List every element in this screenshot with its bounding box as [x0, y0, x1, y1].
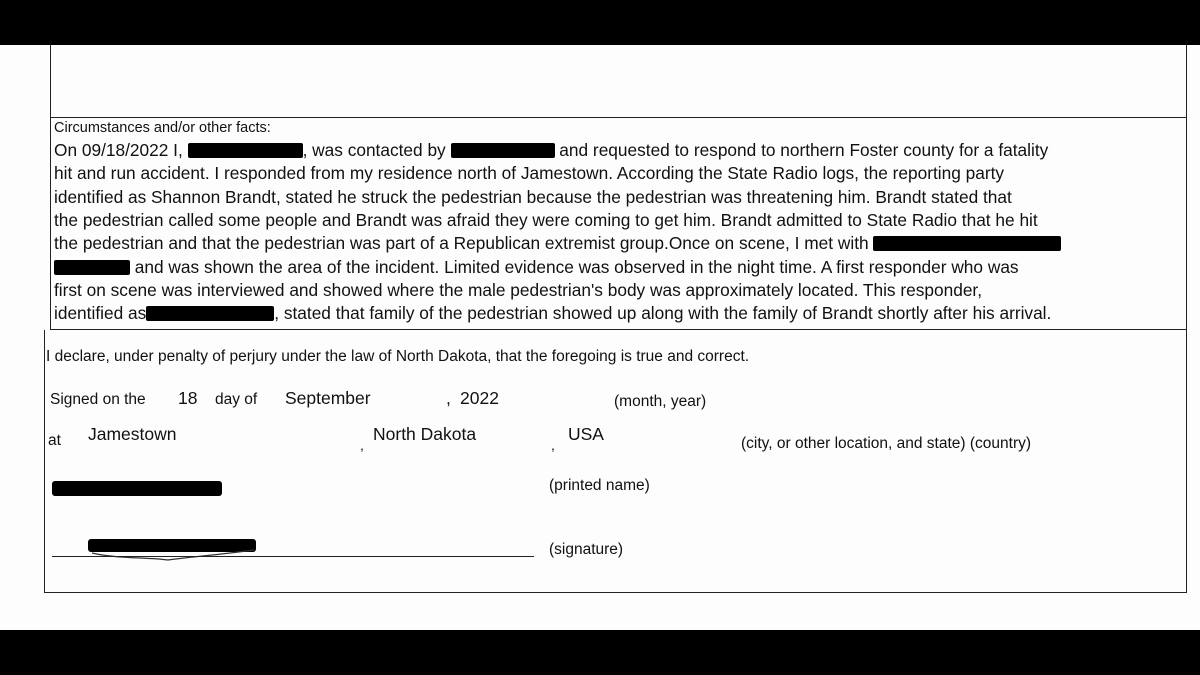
printed-name-label: (printed name): [549, 477, 650, 494]
signed-on-label: Signed on the: [50, 391, 146, 408]
facts-line-7: first on scene was interviewed and showed where the male pedestrian's body was approximately located. This responder,: [54, 280, 983, 300]
day-of-label: day of: [215, 391, 258, 408]
facts-heading: Circumstances and/or other facts:: [54, 120, 271, 136]
signature-line: [52, 556, 534, 557]
location-hint: (city, or other location, and state) (country): [741, 435, 1032, 452]
facts-line-4: the pedestrian called some people and Brandt was afraid they were coming to get him. Brandt admitted to State Radio that he hit: [54, 210, 1038, 230]
upper-form-box: [50, 45, 1187, 118]
month-year-hint: (month, year): [614, 393, 707, 410]
separator-comma-1: ,: [360, 437, 364, 453]
signed-day: 18: [178, 388, 198, 408]
declaration-text: I declare, under penalty of perjury under the law of North Dakota, that the foregoing is true and correct.: [46, 348, 750, 365]
redaction-name-4: [54, 260, 130, 275]
separator-comma-2: ,: [551, 437, 555, 453]
location-city: Jamestown: [88, 424, 177, 444]
redaction-name-5: [146, 306, 274, 321]
redaction-name-1: [188, 143, 303, 158]
facts-line-2: hit and run accident. I responded from my residence north of Jamestown. According the State Radio logs, the reporting party: [54, 163, 1005, 183]
signed-month: September: [285, 388, 371, 408]
at-label: at: [48, 432, 61, 449]
facts-line-5: the pedestrian and that the pedestrian was part of a Republican extremist group.Once on scene, I met with: [54, 233, 1061, 253]
redaction-printed-name: [52, 481, 222, 496]
signed-year: 2022: [460, 388, 499, 408]
redaction-name-2: [451, 143, 555, 158]
location-state: North Dakota: [373, 424, 477, 444]
facts-line-3: identified as Shannon Brandt, stated he struck the pedestrian because the pedestrian was threatening him. Brandt stated that: [54, 187, 1012, 207]
letterbox-bottom: [0, 630, 1200, 675]
facts-line-1: On 09/18/2022 I, , was contacted by and requested to respond to northern Foster county for a fatality: [54, 140, 1049, 160]
letterbox-top: [0, 0, 1200, 45]
redaction-name-3: [873, 236, 1061, 251]
location-country: USA: [568, 424, 604, 444]
signature-label: (signature): [549, 541, 624, 558]
facts-line-6: and was shown the area of the incident. Limited evidence was observed in the night time. A first responder who was: [54, 257, 1019, 277]
signed-comma: ,: [446, 388, 451, 408]
facts-line-8: identified as , stated that family of the pedestrian showed up along with the family of Brandt shortly after his arrival.: [54, 303, 1052, 323]
declaration-document: [0, 45, 1200, 630]
